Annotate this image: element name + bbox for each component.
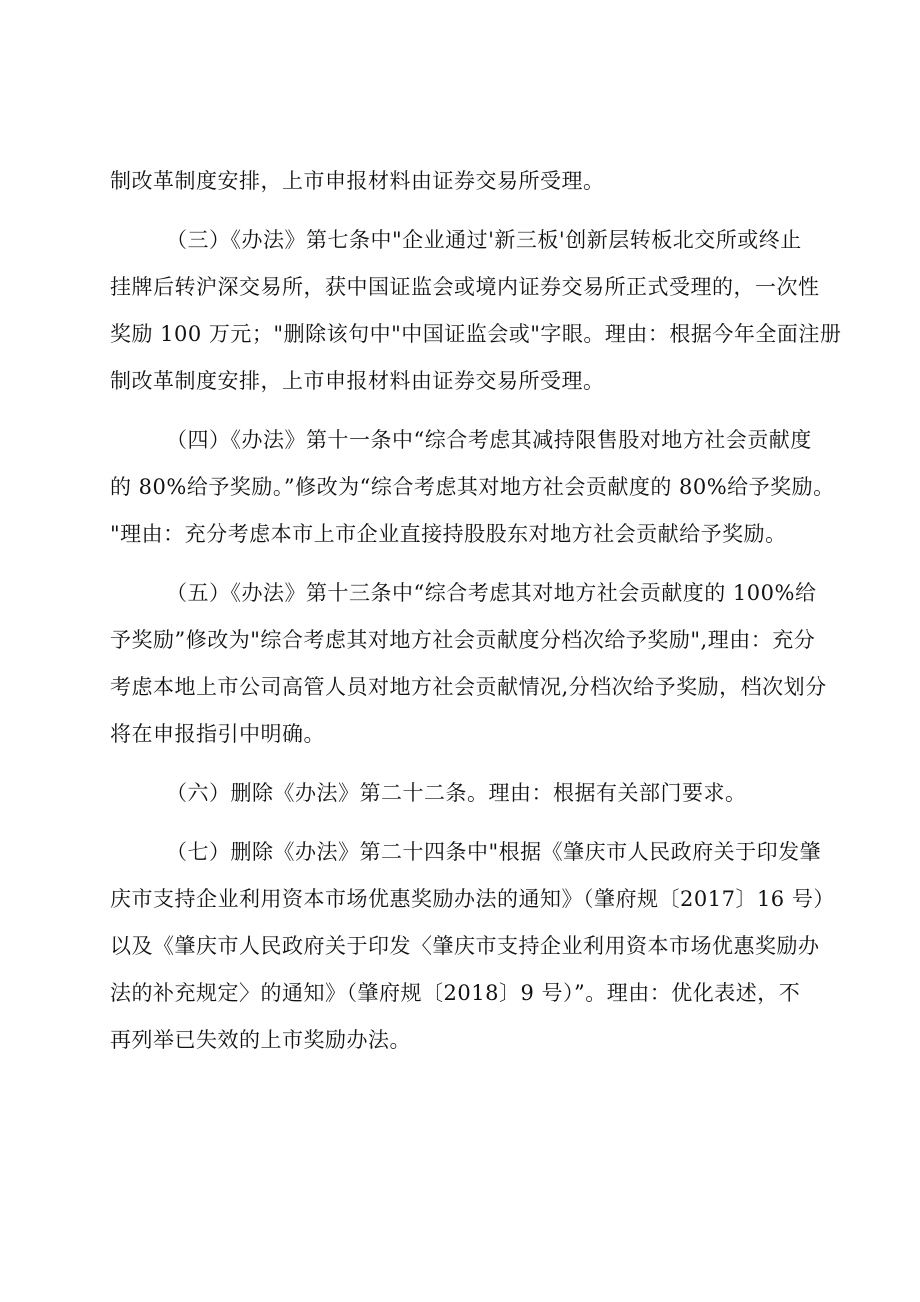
text-line: （四）《办法》第十一条中“综合考虑其减持限售股对地方社会贡献度 [166, 428, 812, 452]
text-line: （三）《办法》第七条中"企业通过'新三板'创新层转板北交所或终止 [166, 228, 802, 252]
text-line: 奖励 100 万元；"删除该句中"中国证监会或"字眼。理由：根据今年全面注册 [110, 322, 842, 346]
text-line: 庆市支持企业利用资本市场优惠奖励办法的通知》（肇府规〔2017〕16 号） [110, 887, 835, 911]
text-line: 制改革制度安排，上市申报材料由证券交易所受理。 [110, 369, 605, 393]
text-line: 的 80%给予奖励。”修改为“综合考虑其对地方社会贡献度的 80%给予奖励。 [110, 475, 835, 499]
document-body [110, 158, 842, 1064]
paragraph-item-4 [110, 417, 835, 558]
text-line: 以及《肇庆市人民政府关于印发〈肇庆市支持企业利用资本市场优惠奖励办 [110, 934, 820, 958]
text-line: （五）《办法》第十三条中“综合考虑其对地方社会贡献度的 100%给 [166, 581, 817, 605]
paragraph-item-6 [110, 770, 832, 817]
text-line: 再列举已失效的上市奖励办法。 [110, 1028, 411, 1052]
paragraph-item-5 [110, 570, 832, 758]
text-line: 考虑本地上市公司高管人员对地方社会贡献情况,分档次给予奖励，档次划分 [110, 675, 827, 699]
text-line: 将在申报指引中明确。 [110, 722, 325, 746]
paragraph-continuation [110, 158, 832, 205]
text-line: "理由：充分考虑本市上市企业直接持股股东对地方社会贡献给予奖励。 [110, 522, 787, 546]
text-line: 法的补充规定〉的通知》（肇府规〔2018〕9 号）”。理由：优化表述，不 [110, 981, 801, 1005]
paragraph-item-3 [110, 217, 842, 405]
paragraph-item-7 [110, 829, 835, 1064]
text-line: 予奖励”修改为"综合考虑其对地方社会贡献度分档次给予奖励",理由：充分 [110, 628, 816, 652]
text-line: 挂牌后转沪深交易所，获中国证监会或境内证券交易所正式受理的，一次性 [110, 275, 820, 299]
text-line: 制改革制度安排，上市申报材料由证券交易所受理。 [110, 169, 605, 193]
text-line: （六）删除《办法》第二十二条。理由：根据有关部门要求。 [166, 781, 747, 805]
text-line: （七）删除《办法》第二十四条中"根据《肇庆市人民政府关于印发肇 [166, 840, 822, 864]
